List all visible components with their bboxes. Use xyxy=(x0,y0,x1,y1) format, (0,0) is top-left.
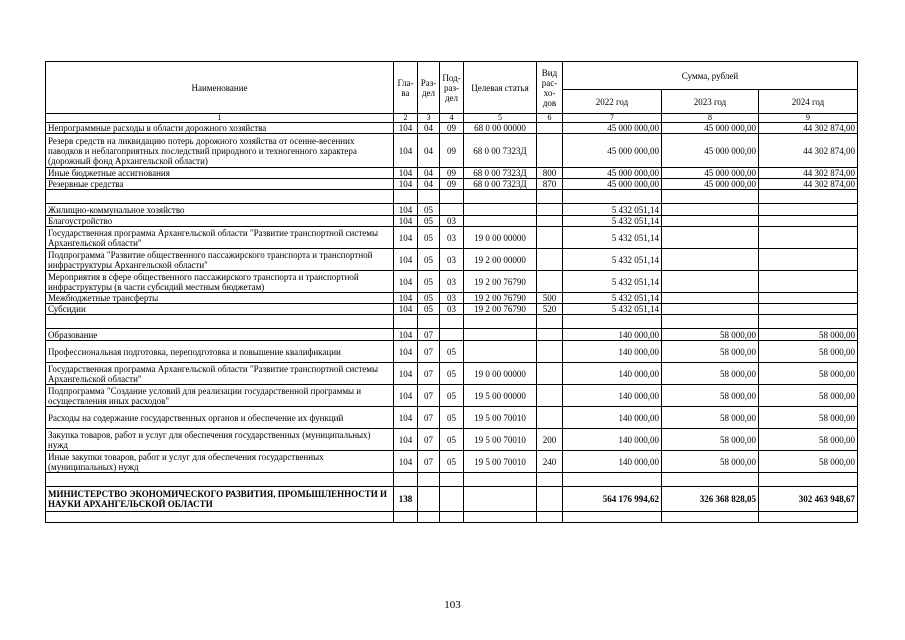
row-sum-2023: 45 000 000,00 xyxy=(662,123,759,134)
row-sum-2023 xyxy=(662,190,759,204)
row-statya xyxy=(464,473,537,487)
col-header-glava: Гла-ва xyxy=(394,62,418,114)
row-podrazdel xyxy=(440,329,464,341)
row-sum-2023 xyxy=(662,304,759,315)
table-row xyxy=(46,293,858,304)
col-header-razdel: Раз-дел xyxy=(418,62,440,114)
row-vid xyxy=(537,134,563,168)
row-razdel: 07 xyxy=(418,407,440,429)
row-sum-2023 xyxy=(662,512,759,523)
row-name xyxy=(46,190,394,204)
table-row xyxy=(46,329,858,341)
row-vid xyxy=(537,190,563,204)
col-header-2023: 2023 год xyxy=(662,90,759,114)
row-sum-2023: 58 000,00 xyxy=(662,429,759,451)
row-sum-2023: 326 368 828,05 xyxy=(662,487,759,512)
row-sum-2023: 58 000,00 xyxy=(662,341,759,363)
row-razdel xyxy=(418,473,440,487)
row-statya: 19 5 00 70010 xyxy=(464,429,537,451)
spacer-row xyxy=(46,190,858,204)
row-sum-2022: 45 000 000,00 xyxy=(563,134,662,168)
row-podrazdel: 03 xyxy=(440,271,464,293)
row-razdel: 04 xyxy=(418,134,440,168)
row-name: Мероприятия в сфере общественного пассажирского транспорта и транспортной инфраструктуры (в части субсидий местным бюджетам) xyxy=(46,271,394,293)
row-sum-2023 xyxy=(662,249,759,271)
row-razdel: 05 xyxy=(418,227,440,249)
row-podrazdel: 05 xyxy=(440,451,464,473)
row-podrazdel: 03 xyxy=(440,227,464,249)
row-statya: 68 0 00 00000 xyxy=(464,123,537,134)
row-podrazdel: 05 xyxy=(440,363,464,385)
row-sum-2022 xyxy=(563,512,662,523)
row-podrazdel xyxy=(440,512,464,523)
table-row xyxy=(46,451,858,473)
row-sum-2022: 140 000,00 xyxy=(563,407,662,429)
row-sum-2022: 564 176 994,62 xyxy=(563,487,662,512)
row-sum-2024: 302 463 948,67 xyxy=(759,487,858,512)
row-sum-2024: 44 302 874,00 xyxy=(759,123,858,134)
row-statya: 19 0 00 00000 xyxy=(464,227,537,249)
row-sum-2022 xyxy=(563,473,662,487)
row-name xyxy=(46,512,394,523)
row-sum-2024 xyxy=(759,315,858,329)
row-vid xyxy=(537,363,563,385)
row-sum-2024 xyxy=(759,473,858,487)
row-razdel: 05 xyxy=(418,249,440,271)
row-statya xyxy=(464,487,537,512)
row-razdel: 04 xyxy=(418,123,440,134)
table-row xyxy=(46,168,858,179)
col-header-2022: 2022 год xyxy=(563,90,662,114)
row-name: Профессиональная подготовка, переподготовка и повышение квалификации xyxy=(46,341,394,363)
row-sum-2022: 5 432 051,14 xyxy=(563,227,662,249)
row-sum-2024 xyxy=(759,216,858,227)
row-sum-2022: 45 000 000,00 xyxy=(563,168,662,179)
row-glava: 104 xyxy=(394,216,418,227)
row-vid xyxy=(537,216,563,227)
col-header-podrazdel: Под-раз-дел xyxy=(440,62,464,114)
row-razdel: 07 xyxy=(418,341,440,363)
row-razdel: 05 xyxy=(418,204,440,216)
row-name: Иные закупки товаров, работ и услуг для обеспечения государственных (муниципальных) нужд xyxy=(46,451,394,473)
row-sum-2022: 5 432 051,14 xyxy=(563,304,662,315)
row-sum-2022: 140 000,00 xyxy=(563,385,662,407)
row-podrazdel: 09 xyxy=(440,134,464,168)
col-num: 4 xyxy=(440,114,464,123)
row-vid xyxy=(537,123,563,134)
row-sum-2023: 45 000 000,00 xyxy=(662,134,759,168)
table-body xyxy=(46,123,858,523)
row-razdel: 05 xyxy=(418,216,440,227)
row-vid xyxy=(537,512,563,523)
row-name: Резервные средства xyxy=(46,179,394,190)
page-number: 103 xyxy=(444,599,461,611)
row-sum-2023 xyxy=(662,473,759,487)
row-sum-2022: 140 000,00 xyxy=(563,329,662,341)
row-glava: 104 xyxy=(394,271,418,293)
row-sum-2022: 5 432 051,14 xyxy=(563,271,662,293)
row-statya xyxy=(464,315,537,329)
row-podrazdel xyxy=(440,315,464,329)
row-statya: 19 2 00 76790 xyxy=(464,304,537,315)
col-num: 5 xyxy=(464,114,537,123)
row-podrazdel: 05 xyxy=(440,341,464,363)
row-sum-2022: 5 432 051,14 xyxy=(563,293,662,304)
row-razdel: 07 xyxy=(418,451,440,473)
row-sum-2024: 44 302 874,00 xyxy=(759,179,858,190)
row-name: Подпрограмма "Создание условий для реализации государственной программы и осуществления иных расходов" xyxy=(46,385,394,407)
table-row xyxy=(46,204,858,216)
row-sum-2023: 58 000,00 xyxy=(662,407,759,429)
row-sum-2024: 44 302 874,00 xyxy=(759,168,858,179)
row-podrazdel: 09 xyxy=(440,179,464,190)
row-sum-2023 xyxy=(662,271,759,293)
spacer-row xyxy=(46,315,858,329)
row-razdel: 07 xyxy=(418,385,440,407)
row-vid: 240 xyxy=(537,451,563,473)
row-vid xyxy=(537,341,563,363)
table-row xyxy=(46,123,858,134)
row-podrazdel: 03 xyxy=(440,293,464,304)
row-name: Субсидии xyxy=(46,304,394,315)
row-razdel: 07 xyxy=(418,429,440,451)
row-razdel: 07 xyxy=(418,329,440,341)
row-name: Благоустройство xyxy=(46,216,394,227)
row-podrazdel: 05 xyxy=(440,407,464,429)
row-statya xyxy=(464,341,537,363)
row-sum-2024 xyxy=(759,190,858,204)
row-sum-2022: 5 432 051,14 xyxy=(563,249,662,271)
spacer-row xyxy=(46,512,858,523)
row-sum-2023: 58 000,00 xyxy=(662,363,759,385)
row-statya xyxy=(464,204,537,216)
row-sum-2024: 58 000,00 xyxy=(759,429,858,451)
col-num: 7 xyxy=(563,114,662,123)
row-sum-2024 xyxy=(759,512,858,523)
row-sum-2023: 58 000,00 xyxy=(662,385,759,407)
row-sum-2023 xyxy=(662,216,759,227)
table-row xyxy=(46,407,858,429)
col-num: 9 xyxy=(759,114,858,123)
col-num: 6 xyxy=(537,114,563,123)
row-vid xyxy=(537,385,563,407)
row-statya xyxy=(464,329,537,341)
row-razdel: 05 xyxy=(418,271,440,293)
table-row xyxy=(46,487,858,512)
row-glava: 104 xyxy=(394,363,418,385)
row-sum-2024: 58 000,00 xyxy=(759,451,858,473)
col-num: 8 xyxy=(662,114,759,123)
budget-table xyxy=(45,61,858,523)
row-vid xyxy=(537,227,563,249)
row-glava: 104 xyxy=(394,304,418,315)
row-sum-2024: 58 000,00 xyxy=(759,407,858,429)
row-sum-2023: 45 000 000,00 xyxy=(662,168,759,179)
row-name xyxy=(46,315,394,329)
row-vid xyxy=(537,204,563,216)
row-statya: 68 0 00 7323Д xyxy=(464,134,537,168)
row-name: Иные бюджетные ассигнования xyxy=(46,168,394,179)
row-glava: 104 xyxy=(394,329,418,341)
row-name: Образование xyxy=(46,329,394,341)
row-name xyxy=(46,473,394,487)
row-name: Жилищно-коммунальное хозяйство xyxy=(46,204,394,216)
row-razdel: 05 xyxy=(418,304,440,315)
row-sum-2023: 58 000,00 xyxy=(662,329,759,341)
row-name: Непрограммные расходы в области дорожного хозяйства xyxy=(46,123,394,134)
row-statya xyxy=(464,190,537,204)
row-podrazdel: 05 xyxy=(440,385,464,407)
row-sum-2022: 5 432 051,14 xyxy=(563,216,662,227)
row-sum-2024: 58 000,00 xyxy=(759,385,858,407)
row-name: МИНИСТЕРСТВО ЭКОНОМИЧЕСКОГО РАЗВИТИЯ, ПРОМЫШЛЕННОСТИ И НАУКИ АРХАНГЕЛЬСКОЙ ОБЛАСТИ xyxy=(46,487,394,512)
row-sum-2024 xyxy=(759,204,858,216)
row-statya: 68 0 00 7323Д xyxy=(464,179,537,190)
row-vid xyxy=(537,271,563,293)
row-glava xyxy=(394,315,418,329)
table-row xyxy=(46,179,858,190)
row-name: Расходы на содержание государственных органов и обеспечение их функций xyxy=(46,407,394,429)
row-podrazdel: 09 xyxy=(440,168,464,179)
row-razdel: 05 xyxy=(418,293,440,304)
row-podrazdel: 03 xyxy=(440,249,464,271)
row-vid: 500 xyxy=(537,293,563,304)
header-row xyxy=(46,62,858,90)
row-razdel: 07 xyxy=(418,363,440,385)
row-vid xyxy=(537,487,563,512)
row-name: Государственная программа Архангельской области "Развитие транспортной системы Архангельской области" xyxy=(46,363,394,385)
row-statya: 19 2 00 76790 xyxy=(464,271,537,293)
row-vid: 800 xyxy=(537,168,563,179)
row-sum-2022: 45 000 000,00 xyxy=(563,123,662,134)
row-glava: 104 xyxy=(394,227,418,249)
row-glava xyxy=(394,512,418,523)
row-glava: 104 xyxy=(394,134,418,168)
row-sum-2024: 44 302 874,00 xyxy=(759,134,858,168)
row-sum-2024: 58 000,00 xyxy=(759,341,858,363)
row-sum-2022: 140 000,00 xyxy=(563,363,662,385)
row-name: Закупка товаров, работ и услуг для обеспечения государственных (муниципальных) нужд xyxy=(46,429,394,451)
row-vid xyxy=(537,315,563,329)
row-glava xyxy=(394,473,418,487)
spacer-row xyxy=(46,473,858,487)
row-glava: 104 xyxy=(394,451,418,473)
row-glava: 104 xyxy=(394,204,418,216)
row-statya xyxy=(464,512,537,523)
row-statya: 19 2 00 76790 xyxy=(464,293,537,304)
row-glava: 104 xyxy=(394,123,418,134)
row-statya: 19 0 00 00000 xyxy=(464,363,537,385)
row-glava: 104 xyxy=(394,429,418,451)
row-razdel: 04 xyxy=(418,168,440,179)
table-row xyxy=(46,134,858,168)
row-sum-2022 xyxy=(563,190,662,204)
col-num: 3 xyxy=(418,114,440,123)
row-glava: 104 xyxy=(394,341,418,363)
table-row xyxy=(46,341,858,363)
col-header-vid: Вид рас-хо-дов xyxy=(537,62,563,114)
col-header-statya: Целевая статья xyxy=(464,62,537,114)
row-razdel xyxy=(418,512,440,523)
row-sum-2024 xyxy=(759,227,858,249)
row-podrazdel xyxy=(440,473,464,487)
column-numbers-row xyxy=(46,114,858,123)
row-sum-2022 xyxy=(563,315,662,329)
row-vid: 870 xyxy=(537,179,563,190)
col-num: 1 xyxy=(46,114,394,123)
col-header-2024: 2024 год xyxy=(759,90,858,114)
row-razdel: 04 xyxy=(418,179,440,190)
row-statya xyxy=(464,216,537,227)
table-row xyxy=(46,385,858,407)
row-sum-2024 xyxy=(759,271,858,293)
row-sum-2023 xyxy=(662,315,759,329)
row-razdel xyxy=(418,315,440,329)
row-statya: 19 5 00 00000 xyxy=(464,385,537,407)
row-podrazdel: 03 xyxy=(440,216,464,227)
row-sum-2022: 5 432 051,14 xyxy=(563,204,662,216)
row-glava: 104 xyxy=(394,249,418,271)
row-statya: 19 5 00 70010 xyxy=(464,451,537,473)
row-podrazdel: 09 xyxy=(440,123,464,134)
table-row xyxy=(46,304,858,315)
col-num: 2 xyxy=(394,114,418,123)
row-vid xyxy=(537,329,563,341)
row-podrazdel xyxy=(440,487,464,512)
row-sum-2022: 140 000,00 xyxy=(563,341,662,363)
table-row xyxy=(46,363,858,385)
row-podrazdel: 05 xyxy=(440,429,464,451)
table-row xyxy=(46,249,858,271)
row-vid xyxy=(537,473,563,487)
row-glava: 104 xyxy=(394,168,418,179)
row-podrazdel xyxy=(440,204,464,216)
row-sum-2024 xyxy=(759,304,858,315)
row-sum-2023: 45 000 000,00 xyxy=(662,179,759,190)
row-razdel xyxy=(418,487,440,512)
row-razdel xyxy=(418,190,440,204)
row-sum-2022: 45 000 000,00 xyxy=(563,179,662,190)
row-glava: 104 xyxy=(394,385,418,407)
col-header-summa: Сумма, рублей xyxy=(563,62,858,90)
row-glava xyxy=(394,190,418,204)
row-glava: 138 xyxy=(394,487,418,512)
row-sum-2022: 140 000,00 xyxy=(563,451,662,473)
col-header-name: Наименование xyxy=(46,62,394,114)
row-vid: 520 xyxy=(537,304,563,315)
row-podrazdel: 03 xyxy=(440,304,464,315)
row-sum-2024 xyxy=(759,293,858,304)
row-statya: 19 2 00 00000 xyxy=(464,249,537,271)
row-sum-2023 xyxy=(662,204,759,216)
row-sum-2022: 140 000,00 xyxy=(563,429,662,451)
row-sum-2023 xyxy=(662,227,759,249)
row-glava: 104 xyxy=(394,407,418,429)
table-row xyxy=(46,429,858,451)
row-sum-2023 xyxy=(662,293,759,304)
row-glava: 104 xyxy=(394,179,418,190)
row-sum-2024: 58 000,00 xyxy=(759,329,858,341)
row-vid xyxy=(537,249,563,271)
row-name: Подпрограмма "Развитие общественного пассажирского транспорта и транспортной инфраструктуры Архангельской области" xyxy=(46,249,394,271)
row-glava: 104 xyxy=(394,293,418,304)
table-row xyxy=(46,227,858,249)
row-statya: 68 0 00 7323Д xyxy=(464,168,537,179)
row-sum-2024 xyxy=(759,249,858,271)
row-podrazdel xyxy=(440,190,464,204)
row-sum-2024: 58 000,00 xyxy=(759,363,858,385)
row-sum-2023: 58 000,00 xyxy=(662,451,759,473)
row-vid: 200 xyxy=(537,429,563,451)
row-name: Государственная программа Архангельской области "Развитие транспортной системы Архангельской области" xyxy=(46,227,394,249)
row-name: Резерв средств на ликвидацию потерь дорожного хозяйства от осенне-весенних паводков и неблагоприятных последствий природного и техногенного характера (дорожный фонд Архангельской области) xyxy=(46,134,394,168)
table-row xyxy=(46,216,858,227)
row-statya: 19 5 00 70010 xyxy=(464,407,537,429)
row-name: Межбюджетные трансферты xyxy=(46,293,394,304)
table-row xyxy=(46,271,858,293)
row-vid xyxy=(537,407,563,429)
